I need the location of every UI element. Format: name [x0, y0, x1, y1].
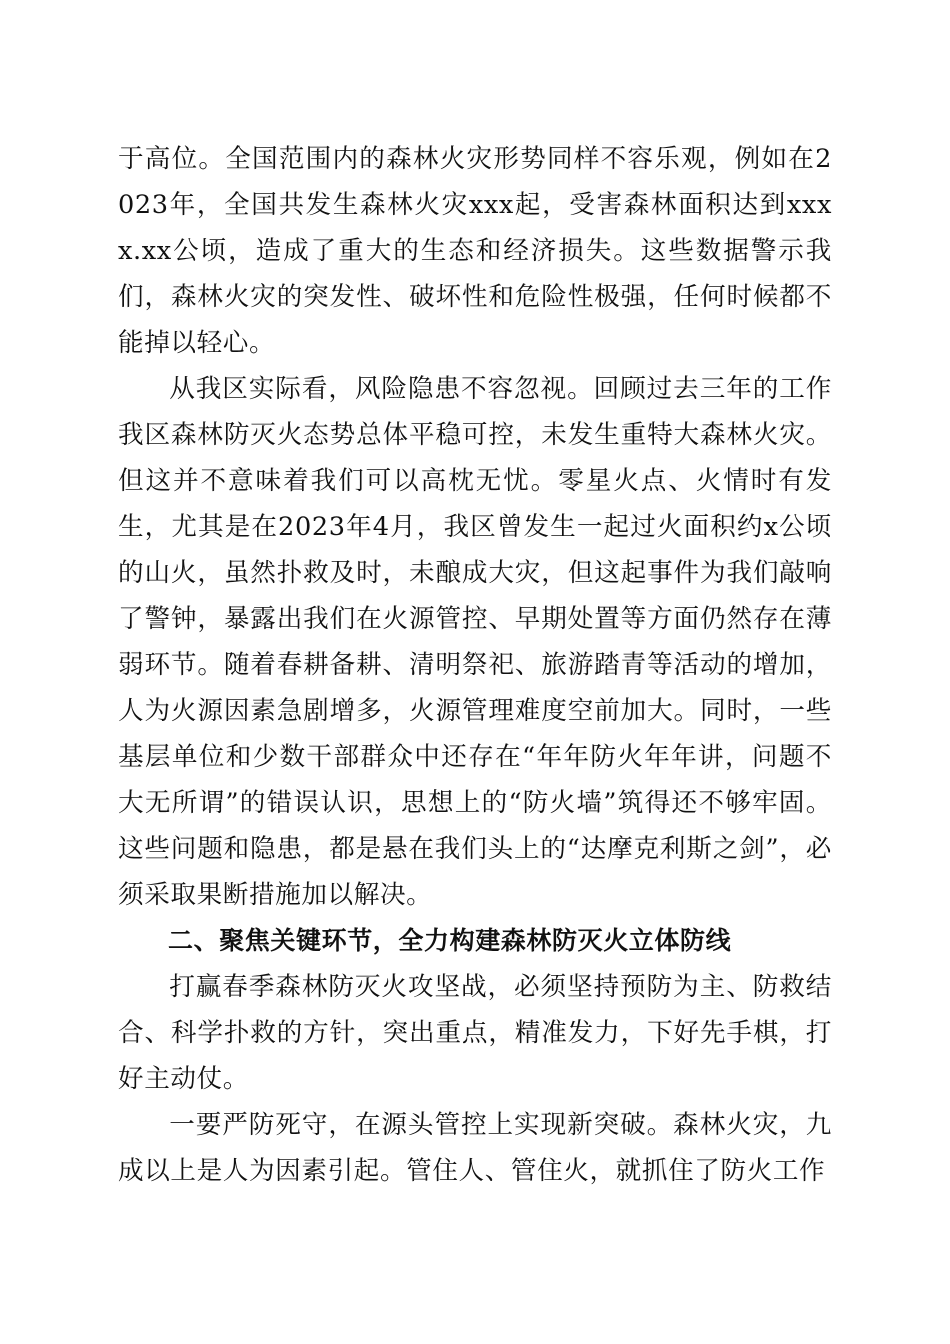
- paragraph-continuation: 于高位。全国范围内的森林火灾形势同样不容乐观，例如在2023年，全国共发生森林火灾xxx起，受害森林面积达到xxxx.xx公顷，造成了重大的生态和经济损失。这些数据警示我们，森林火灾的突发性、破坏性和危险性极强，任何时候都不能掉以轻心。: [118, 144, 832, 358]
- document-body: [118, 136, 832, 1194]
- paragraph-source-control: 一要严防死守，在源头管控上实现新突破。森林火灾，九成以上是人为因素引起。管住人、管住火，就抓住了防火工作: [118, 1110, 832, 1186]
- paragraph-strategy: 打赢春季森林防灭火攻坚战，必须坚持预防为主、防救结合、科学扑救的方针，突出重点，精准发力，下好先手棋，打好主动仗。: [118, 972, 832, 1094]
- paragraph-risk-hazards: 从我区实际看，风险隐患不容忽视。回顾过去三年的工作我区森林防灭火态势总体平稳可控，未发生重特大森林火灾。但这并不意味着我们可以高枕无忧。零星火点、火情时有发生，尤其是在2023年4月，我区曾发生一起过火面积约x公顷的山火，虽然扑救及时，未酿成大灾，但这起事件为我们敲响了警钟，暴露出我们在火源管控、早期处置等方面仍然存在薄弱环节。随着春耕备耕、清明祭祀、旅游踏青等活动的增加，人为火源因素急剧增多，火源管理难度空前加大。同时，一些基层单位和少数干部群众中还存在“年年防火年年讲，问题不大无所谓”的错误认识，思想上的“防火墙”筑得还不够牢固。这些问题和隐患，都是悬在我们头上的“达摩克利斯之剑”，必须采取果断措施加以解决。: [118, 374, 832, 910]
- section-heading-2: 二、聚焦关键环节，全力构建森林防灭火立体防线: [168, 926, 732, 955]
